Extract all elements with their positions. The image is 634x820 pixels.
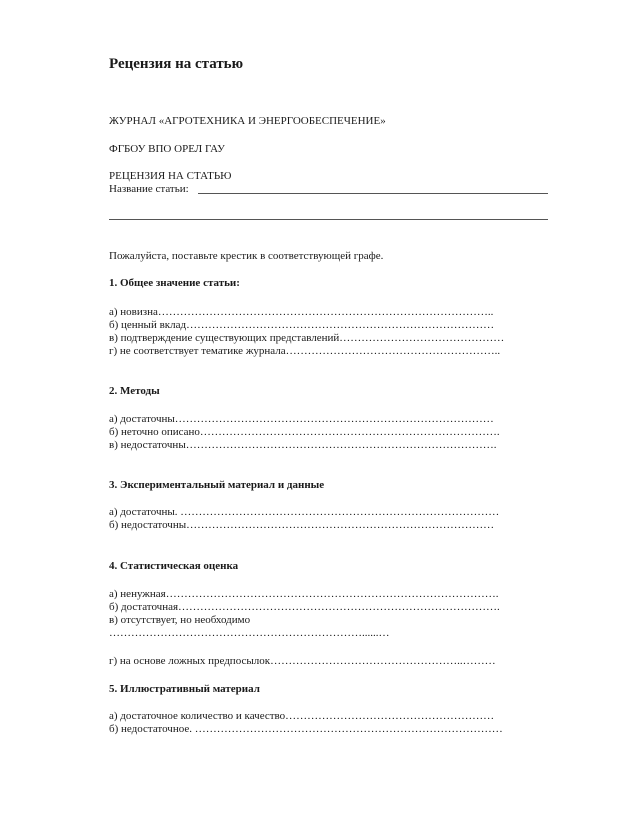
s4-option-sufficient[interactable]: б) достаточная……………………………………………………………………………. (109, 601, 500, 613)
s4-option-absent-dots[interactable]: ……………………………………………………………......… (109, 627, 390, 639)
s3-option-sufficient[interactable]: а) достаточны. …………………………………………………………………………… (109, 506, 500, 518)
s2-option-insufficient[interactable]: в) недостаточны…………………………………………………………………………. (109, 439, 497, 451)
page-title: Рецензия на статью (109, 56, 244, 72)
institution-name: ФГБОУ ВПО ОРЕЛ ГАУ (109, 143, 225, 155)
s4-option-unnecessary[interactable]: а) ненужная………………………………………………………………………………. (109, 588, 499, 600)
s1-option-confirmation[interactable]: в) подтверждение существующих представлений……………………………………… (109, 332, 505, 344)
section-5-heading: 5. Иллюстративный материал (109, 683, 260, 695)
s4-option-absent-but-needed[interactable]: в) отсутствует, но необходимо (109, 614, 251, 626)
review-heading: РЕЦЕНЗИЯ НА СТАТЬЮ (109, 170, 232, 182)
article-title-second-line[interactable] (109, 219, 548, 220)
section-3-heading: 3. Экспериментальный материал и данные (109, 479, 325, 491)
s2-option-sufficient[interactable]: а) достаточны…………………………………………………………………………… (109, 413, 494, 425)
section-2-heading: 2. Методы (109, 385, 160, 397)
s1-option-novelty[interactable]: а) новизна……………………………………………………………………………….. (109, 306, 494, 318)
s5-option-insufficient[interactable]: б) недостаточное. ………………………………………………………………………… (109, 723, 503, 735)
s4-option-false-premises[interactable]: г) на основе ложных предпосылок……………………………………………..……… (109, 655, 496, 667)
s3-option-insufficient[interactable]: б) недостаточны………………………………………………………………………… (109, 519, 495, 531)
article-title-field-line[interactable] (198, 193, 548, 194)
s1-option-off-topic[interactable]: г) не соответствует тематике журнала………………………………………………….. (109, 345, 501, 357)
s5-option-sufficient[interactable]: а) достаточное количество и качество………………………………………………… (109, 710, 495, 722)
section-4-heading: 4. Статистическая оценка (109, 560, 239, 572)
s1-option-valuable-contribution[interactable]: б) ценный вклад………………………………………………………………………… (109, 319, 495, 331)
instruction-text: Пожалуйста, поставьте крестик в соответствующей графе. (109, 250, 384, 262)
section-1-heading: 1. Общее значение статьи: (109, 277, 240, 289)
article-title-label: Название статьи: (109, 183, 189, 195)
s2-option-imprecise[interactable]: б) неточно описано………………………………………………………………………. (109, 426, 500, 438)
journal-name: ЖУРНАЛ «АГРОТЕХНИКА И ЭНЕРГООБЕСПЕЧЕНИЕ» (109, 115, 386, 127)
